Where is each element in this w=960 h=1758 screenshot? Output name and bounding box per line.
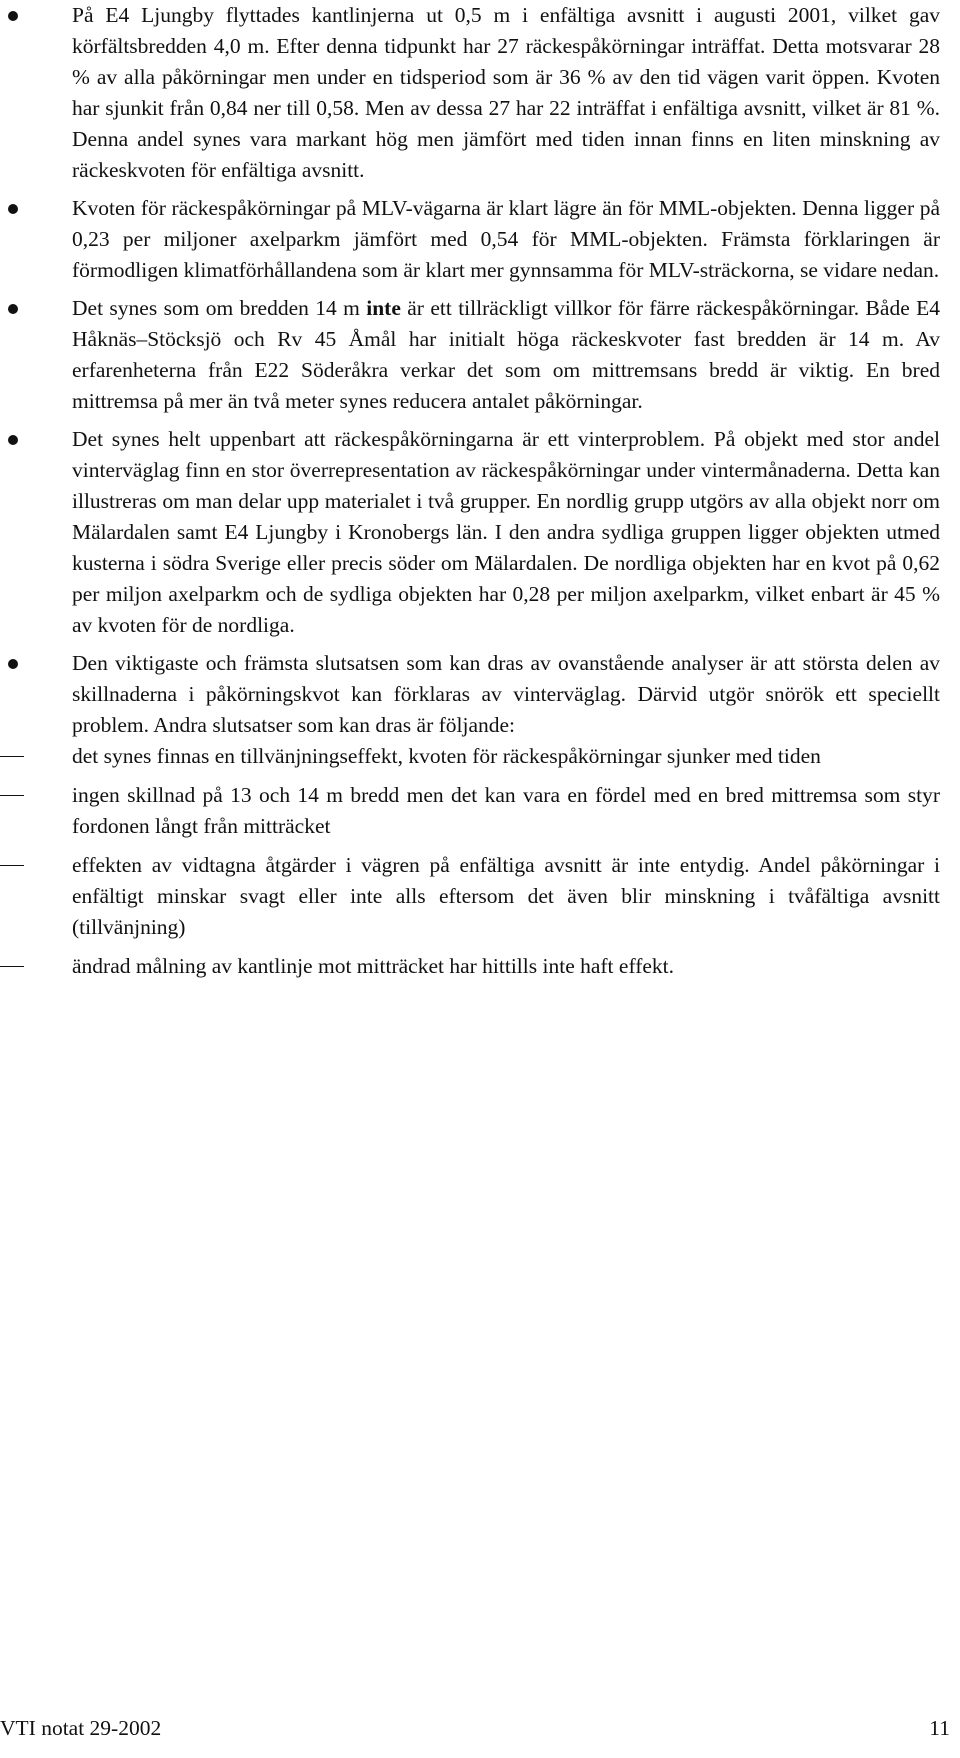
bullet-icon bbox=[8, 659, 18, 669]
dash-item bbox=[72, 741, 940, 772]
dash-item bbox=[72, 780, 940, 842]
bullet-icon bbox=[8, 304, 18, 314]
report-id: VTI notat 29-2002 bbox=[0, 1716, 162, 1740]
bullet-text: Den viktigaste och främsta slutsatsen som kan dras av ovanstående analyser är att största delen av skillnaderna i påkörningskvot kan förklaras av vinterväglag. Därvid utgör snörök ett speciellt problem. Andra slutsatser som kan dras är följande: bbox=[72, 651, 940, 737]
bullet-item-ljungby bbox=[0, 0, 940, 186]
bullet-text: är ett tillräckligt villkor för färre räckespåkörningar. Både E4 Håknäs–Stöcksjö och Rv 45 Åmål har initialt höga räckeskvoter fast bredden är 14 m. Av erfarenheterna från E22 Söderåkra verkar det som om mittremsans bredd är viktig. En bred mittremsa på mer än två meter synes reducera antalet påkörningar. bbox=[72, 296, 940, 413]
bullet-text: På E4 Ljungby flyttades kantlinjerna ut 0,5 m i enfältiga avsnitt i augusti 2001, vilket gav körfältsbredden 4,0 m. Efter denna tidpunkt har 27 räckespåkörningar inträffat. Detta motsvarar 28 % av alla påkörningar men under en tidsperiod som är 36 % av den tid vägen varit öppen. Kvoten har sjunkit från 0,84 ner till 0,58. Men av dessa 27 har 22 inträffat i enfältiga avsnitt, vilket är 81 %. Denna andel synes vara markant hög men jämfört med tiden innan finns en liten minskning av räckeskvoten för enfältiga avsnitt. bbox=[72, 3, 940, 182]
dash-item bbox=[72, 951, 940, 982]
bullet-item-width bbox=[0, 293, 940, 417]
bullet-icon bbox=[8, 435, 18, 445]
dash-list bbox=[72, 741, 940, 982]
bullet-item-conclusion bbox=[0, 648, 940, 982]
bullet-text: Det synes som om bredden 14 m bbox=[72, 296, 367, 320]
dash-item bbox=[72, 850, 940, 943]
bullet-icon bbox=[8, 11, 18, 21]
dash-text: effekten av vidtagna åtgärder i vägren på enfältiga avsnitt är inte entydig. Andel påkörningar i enfältigt minskar svagt eller inte alls eftersom det även blir minskning i tvåfältiga avsnitt (tillvänjning) bbox=[72, 853, 940, 939]
bullet-icon bbox=[8, 204, 18, 214]
emphasis-text: inte bbox=[366, 296, 401, 320]
bullet-item-winter bbox=[0, 424, 940, 641]
bullet-text: Det synes helt uppenbart att räckespåkörningarna är ett vinterproblem. På objekt med stor andel vinterväglag finn en stor överrepresentation av räckespåkörningar under vintermånaderna. Detta kan illustreras om man delar upp materialet i två grupper. En nordlig grupp utgörs av alla objekt norr om Mälardalen samt E4 Ljungby i Kronobergs län. I den andra sydliga gruppen ligger objekten utmed kusterna i södra Sverige eller precis söder om Mälardalen. De nordliga objekten har en kvot på 0,62 per miljon axelparkm och de sydliga objekten har 0,28 per miljon axelparkm, vilket enbart är 45 % av kvoten för de nordliga. bbox=[72, 427, 940, 637]
page-footer bbox=[0, 1708, 960, 1748]
dash-icon bbox=[0, 951, 60, 982]
dash-text: ingen skillnad på 13 och 14 m bredd men det kan vara en fördel med en bred mittremsa som styr fordonen långt från mitträcket bbox=[72, 783, 940, 838]
dash-icon bbox=[0, 850, 60, 881]
bullet-text: Kvoten för räckespåkörningar på MLV-vägarna är klart lägre än för MML-objekten. Denna ligger på 0,23 per miljoner axelparkm jämfört med 0,54 för MML-objekten. Främsta förklaringen är förmodligen klimatförhållandena som är klart mer gynnsamma för MLV-sträckorna, se vidare nedan. bbox=[72, 196, 940, 282]
dash-text: ändrad målning av kantlinje mot mitträcket har hittills inte haft effekt. bbox=[72, 954, 675, 978]
page-number: 11 bbox=[929, 1716, 950, 1740]
dash-icon bbox=[0, 741, 60, 772]
dash-text: det synes finnas en tillvänjningseffekt, kvoten för räckespåkörningar sjunker med tiden bbox=[72, 744, 821, 768]
dash-icon bbox=[0, 780, 60, 811]
bullet-item-mlv bbox=[0, 193, 940, 286]
